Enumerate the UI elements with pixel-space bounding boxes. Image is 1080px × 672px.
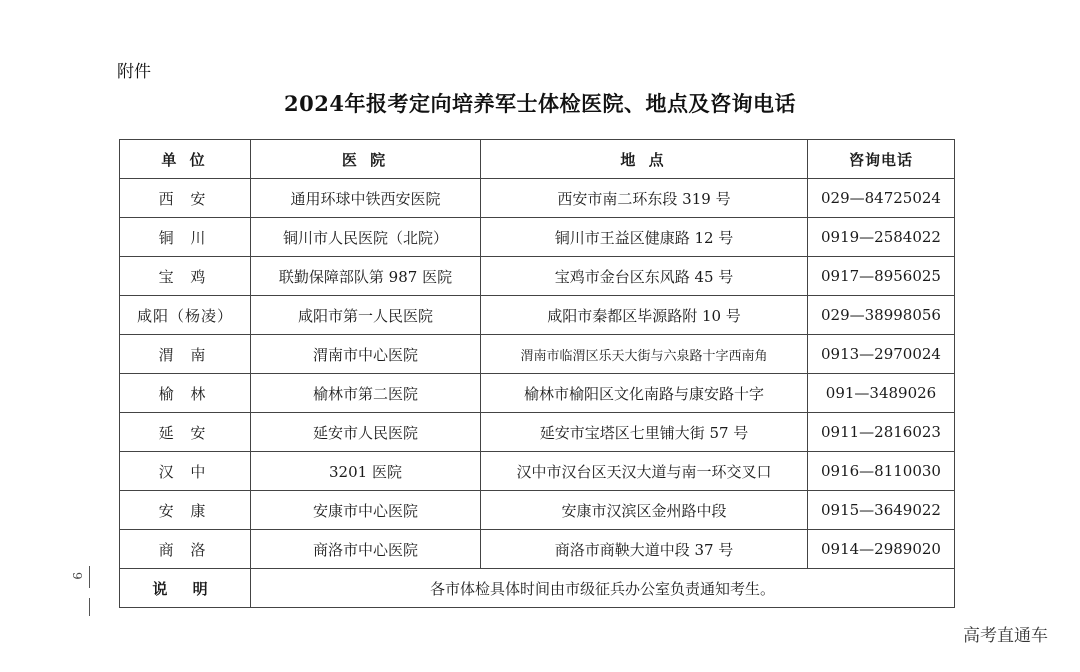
cell-hospital: 联勤保障部队第 987 医院 [251, 257, 481, 296]
header-phone: 咨询电话 [808, 140, 955, 179]
cell-hospital: 商洛市中心医院 [251, 530, 481, 569]
cell-hospital: 安康市中心医院 [251, 491, 481, 530]
cell-location: 咸阳市秦都区毕源路附 10 号 [481, 296, 808, 335]
hospital-table [119, 139, 955, 608]
note-text: 各市体检具体时间由市级征兵办公室负责通知考生。 [251, 569, 955, 608]
cell-location: 渭南市临渭区乐天大街与六泉路十字西南角 [481, 335, 808, 374]
table-row [120, 218, 955, 257]
cell-unit: 铜 川 [120, 218, 251, 257]
note-label: 说 明 [120, 569, 251, 608]
watermark: 高考直通车 [963, 626, 1048, 646]
page-number: 9 [70, 572, 84, 580]
cell-location: 铜川市王益区健康路 12 号 [481, 218, 808, 257]
cell-hospital: 3201 医院 [251, 452, 481, 491]
cell-hospital: 渭南市中心医院 [251, 335, 481, 374]
table-row [120, 530, 955, 569]
cell-unit: 渭 南 [120, 335, 251, 374]
cell-location: 汉中市汉台区天汉大道与南一环交叉口 [481, 452, 808, 491]
cell-unit: 西 安 [120, 179, 251, 218]
cell-unit: 商 洛 [120, 530, 251, 569]
table-row [120, 335, 955, 374]
table-row [120, 179, 955, 218]
cell-location: 宝鸡市金台区东风路 45 号 [481, 257, 808, 296]
cell-phone: 029—38998056 [808, 296, 955, 335]
cell-unit: 安 康 [120, 491, 251, 530]
cell-hospital: 咸阳市第一人民医院 [251, 296, 481, 335]
cell-hospital: 榆林市第二医院 [251, 374, 481, 413]
cell-phone: 029—84725024 [808, 179, 955, 218]
header-hospital: 医 院 [251, 140, 481, 179]
note-row [120, 569, 955, 608]
cell-location: 延安市宝塔区七里铺大街 57 号 [481, 413, 808, 452]
table-row [120, 296, 955, 335]
cell-phone: 0916—8110030 [808, 452, 955, 491]
page-number-rule-bottom [89, 598, 90, 616]
header-unit: 单 位 [120, 140, 251, 179]
cell-phone: 0913—2970024 [808, 335, 955, 374]
page-number-rule-top [89, 566, 90, 588]
table-row [120, 452, 955, 491]
table-row [120, 257, 955, 296]
header-location: 地 点 [481, 140, 808, 179]
cell-phone: 0917—8956025 [808, 257, 955, 296]
cell-phone: 091—3489026 [808, 374, 955, 413]
cell-unit: 汉 中 [120, 452, 251, 491]
cell-unit: 宝 鸡 [120, 257, 251, 296]
cell-hospital: 延安市人民医院 [251, 413, 481, 452]
cell-hospital: 通用环球中铁西安医院 [251, 179, 481, 218]
cell-phone: 0919—2584022 [808, 218, 955, 257]
table-header-row [120, 140, 955, 179]
cell-phone: 0915—3649022 [808, 491, 955, 530]
cell-location: 榆林市榆阳区文化南路与康安路十字 [481, 374, 808, 413]
cell-hospital: 铜川市人民医院（北院） [251, 218, 481, 257]
cell-unit: 榆 林 [120, 374, 251, 413]
table-row [120, 413, 955, 452]
cell-phone: 0911—2816023 [808, 413, 955, 452]
cell-phone: 0914—2989020 [808, 530, 955, 569]
table-row [120, 491, 955, 530]
attachment-label: 附件 [117, 62, 151, 82]
cell-unit: 咸阳（杨凌） [120, 296, 251, 335]
table-row [120, 374, 955, 413]
cell-location: 商洛市商鞅大道中段 37 号 [481, 530, 808, 569]
cell-unit: 延 安 [120, 413, 251, 452]
cell-location: 西安市南二环东段 319 号 [481, 179, 808, 218]
cell-location: 安康市汉滨区金州路中段 [481, 491, 808, 530]
document-title: 2024年报考定向培养军士体检医院、地点及咨询电话 [284, 91, 796, 116]
